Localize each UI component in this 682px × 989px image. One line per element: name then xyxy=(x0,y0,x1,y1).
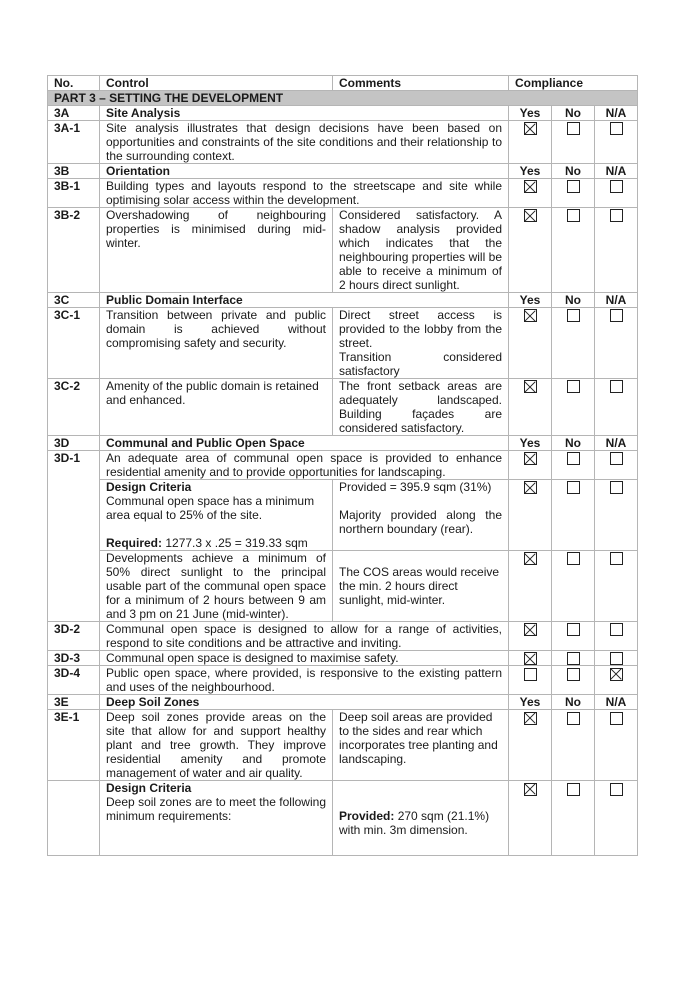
control-text: Communal open space is designed to maximise safety. xyxy=(100,651,509,666)
header-control: Control xyxy=(100,76,333,91)
checkbox-na[interactable] xyxy=(610,668,623,681)
checkbox-no[interactable] xyxy=(567,668,580,681)
label-na: N/A xyxy=(595,293,638,308)
section-number: 3B xyxy=(48,164,100,179)
checkbox-na[interactable] xyxy=(610,452,623,465)
criteria-cell xyxy=(100,480,333,551)
checkbox-no[interactable] xyxy=(567,552,580,565)
checkbox-na[interactable] xyxy=(610,552,623,565)
checkbox-na[interactable] xyxy=(610,623,623,636)
table-row xyxy=(48,666,638,695)
table-row xyxy=(48,379,638,436)
required-label: Required: xyxy=(106,536,163,550)
table-row xyxy=(48,179,638,208)
checkbox-no[interactable] xyxy=(567,481,580,494)
section-title: Communal and Public Open Space xyxy=(100,436,509,451)
checkbox-na[interactable] xyxy=(610,712,623,725)
row-number: 3A-1 xyxy=(48,121,100,164)
checkbox-na[interactable] xyxy=(610,309,623,322)
control-text: Site analysis illustrates that design decisions have been based on opportunities and constraints of the site conditions and their relationship to the surrounding context. xyxy=(100,121,509,164)
checkbox-no[interactable] xyxy=(567,623,580,636)
checkbox-no[interactable] xyxy=(567,652,580,665)
section-title: Public Domain Interface xyxy=(100,293,509,308)
control-text: Communal open space is designed to allow for a range of activities, respond to site conditions and be attractive and inviting. xyxy=(100,622,509,651)
criteria-text: Deep soil zones are to meet the following minimum requirements: xyxy=(106,795,326,824)
criteria-text: Communal open space has a minimum area equal to 25% of the site. xyxy=(106,494,315,522)
comment-text: Provided = 395.9 sqm (31%) xyxy=(339,480,492,494)
checkbox-no[interactable] xyxy=(567,380,580,393)
checkbox-no[interactable] xyxy=(567,122,580,135)
section-number: 3C xyxy=(48,293,100,308)
label-yes: Yes xyxy=(509,106,552,121)
section-title: Orientation xyxy=(100,164,509,179)
table-row xyxy=(48,710,638,781)
checkbox-no[interactable] xyxy=(567,712,580,725)
control-text: Transition between private and public domain is achieved without compromising safety and security. xyxy=(100,308,333,379)
checkbox-yes[interactable] xyxy=(524,452,537,465)
checkbox-na[interactable] xyxy=(610,783,623,796)
section-row-3a xyxy=(48,106,638,121)
label-yes: Yes xyxy=(509,695,552,710)
table-row xyxy=(48,622,638,651)
row-number: 3B-2 xyxy=(48,208,100,293)
control-text: Deep soil zones provide areas on the site that allow for and support healthy plant and tree growth. They improve residential amenity and promote management of water and air quality. xyxy=(100,710,333,781)
header-compliance: Compliance xyxy=(509,76,638,91)
checkbox-na[interactable] xyxy=(610,122,623,135)
label-yes: Yes xyxy=(509,436,552,451)
label-yes: Yes xyxy=(509,293,552,308)
section-number: 3E xyxy=(48,695,100,710)
label-yes: Yes xyxy=(509,164,552,179)
comment-cell xyxy=(333,308,509,379)
label-na: N/A xyxy=(595,106,638,121)
row-number: 3D-1 xyxy=(48,451,100,622)
checkbox-na[interactable] xyxy=(610,209,623,222)
checkbox-na[interactable] xyxy=(610,652,623,665)
row-number: 3C-2 xyxy=(48,379,100,436)
row-number: 3D-2 xyxy=(48,622,100,651)
provided-label: Provided: xyxy=(339,809,395,824)
checkbox-yes[interactable] xyxy=(524,380,537,393)
criteria-cell xyxy=(100,781,333,856)
checkbox-no[interactable] xyxy=(567,209,580,222)
checkbox-yes[interactable] xyxy=(524,209,537,222)
section-number: 3A xyxy=(48,106,100,121)
checkbox-yes[interactable] xyxy=(524,309,537,322)
label-na: N/A xyxy=(595,164,638,179)
section-row-3d xyxy=(48,436,638,451)
table-row xyxy=(48,121,638,164)
table-header-row xyxy=(48,76,638,91)
label-no: No xyxy=(552,695,595,710)
table-row xyxy=(48,480,638,551)
row-number: 3E-1 xyxy=(48,710,100,781)
label-no: No xyxy=(552,164,595,179)
section-row-3e xyxy=(48,695,638,710)
checkbox-yes[interactable] xyxy=(524,783,537,796)
comment-text: Direct street access is provided to the lobby from the street. xyxy=(339,308,502,350)
required-value: 1277.3 x .25 = 319.33 sqm xyxy=(165,536,308,550)
section-number: 3D xyxy=(48,436,100,451)
compliance-table xyxy=(47,75,638,856)
checkbox-yes[interactable] xyxy=(524,623,537,636)
section-title: Site Analysis xyxy=(100,106,509,121)
part-title: PART 3 – SETTING THE DEVELOPMENT xyxy=(48,91,638,106)
checkbox-na[interactable] xyxy=(610,380,623,393)
label-na: N/A xyxy=(595,436,638,451)
control-text: Building types and layouts respond to the streetscape and site while optimising solar access within the development. xyxy=(100,179,509,208)
checkbox-yes[interactable] xyxy=(524,481,537,494)
control-text: An adequate area of communal open space is provided to enhance residential amenity and to provide opportunities for landscaping. xyxy=(100,451,509,480)
checkbox-yes[interactable] xyxy=(524,652,537,665)
section-row-3c xyxy=(48,293,638,308)
row-number: 3B-1 xyxy=(48,179,100,208)
part-title-row xyxy=(48,91,638,106)
checkbox-no[interactable] xyxy=(567,783,580,796)
checkbox-yes[interactable] xyxy=(524,712,537,725)
checkbox-yes[interactable] xyxy=(524,552,537,565)
comment-cell xyxy=(333,480,509,551)
checkbox-no[interactable] xyxy=(567,452,580,465)
comment-text: Transition considered satisfactory xyxy=(339,350,502,378)
table-row xyxy=(48,308,638,379)
section-title: Deep Soil Zones xyxy=(100,695,509,710)
label-no: No xyxy=(552,436,595,451)
section-row-3b xyxy=(48,164,638,179)
control-text: Overshadowing of neighbouring properties is minimised during mid-winter. xyxy=(100,208,333,293)
label-na: N/A xyxy=(595,695,638,710)
row-number: 3D-3 xyxy=(48,651,100,666)
checkbox-no[interactable] xyxy=(567,309,580,322)
table-row xyxy=(48,551,638,622)
comment-text: Considered satisfactory. A shadow analysis provided which indicates that the neighbouring properties will be able to receive a minimum of 2 hours direct sunlight. xyxy=(333,208,509,293)
control-text: Public open space, where provided, is responsive to the existing pattern and uses of the neighbourhood. xyxy=(100,666,509,695)
row-number: 3C-1 xyxy=(48,308,100,379)
row-number: 3D-4 xyxy=(48,666,100,695)
comment-text: The COS areas would receive the min. 2 hours direct sunlight, mid-winter. xyxy=(333,551,509,622)
checkbox-na[interactable] xyxy=(610,180,623,193)
label-no: No xyxy=(552,293,595,308)
table-row xyxy=(48,651,638,666)
control-text: Developments achieve a minimum of 50% direct sunlight to the principal usable part of the communal open space for a minimum of 2 hours between 9 am and 3 pm on 21 June (mid-winter). xyxy=(100,551,333,622)
comment-cell xyxy=(333,781,509,856)
checkbox-yes[interactable] xyxy=(524,180,537,193)
provided-value: 270 sqm (21.1%) with min. 3m dimension. xyxy=(339,809,490,838)
checkbox-no[interactable] xyxy=(567,180,580,193)
checkbox-na[interactable] xyxy=(610,481,623,494)
criteria-title: Design Criteria xyxy=(106,781,192,796)
row-number xyxy=(48,781,100,856)
comment-text: Deep soil areas are provided to the sides and rear which incorporates tree planting and landscaping. xyxy=(333,710,509,781)
table-row xyxy=(48,781,638,856)
table-row xyxy=(48,451,638,480)
control-text: Amenity of the public domain is retained and enhanced. xyxy=(100,379,333,436)
comment-text: Majority provided along the northern boundary (rear). xyxy=(339,508,502,536)
checkbox-yes[interactable] xyxy=(524,122,537,135)
checkbox-yes[interactable] xyxy=(524,668,537,681)
header-comments: Comments xyxy=(333,76,509,91)
table-row xyxy=(48,208,638,293)
comment-text: The front setback areas are adequately landscaped. Building façades are considered satisfactory. xyxy=(333,379,509,436)
criteria-title: Design Criteria xyxy=(106,480,192,494)
header-no: No. xyxy=(48,76,100,91)
label-no: No xyxy=(552,106,595,121)
